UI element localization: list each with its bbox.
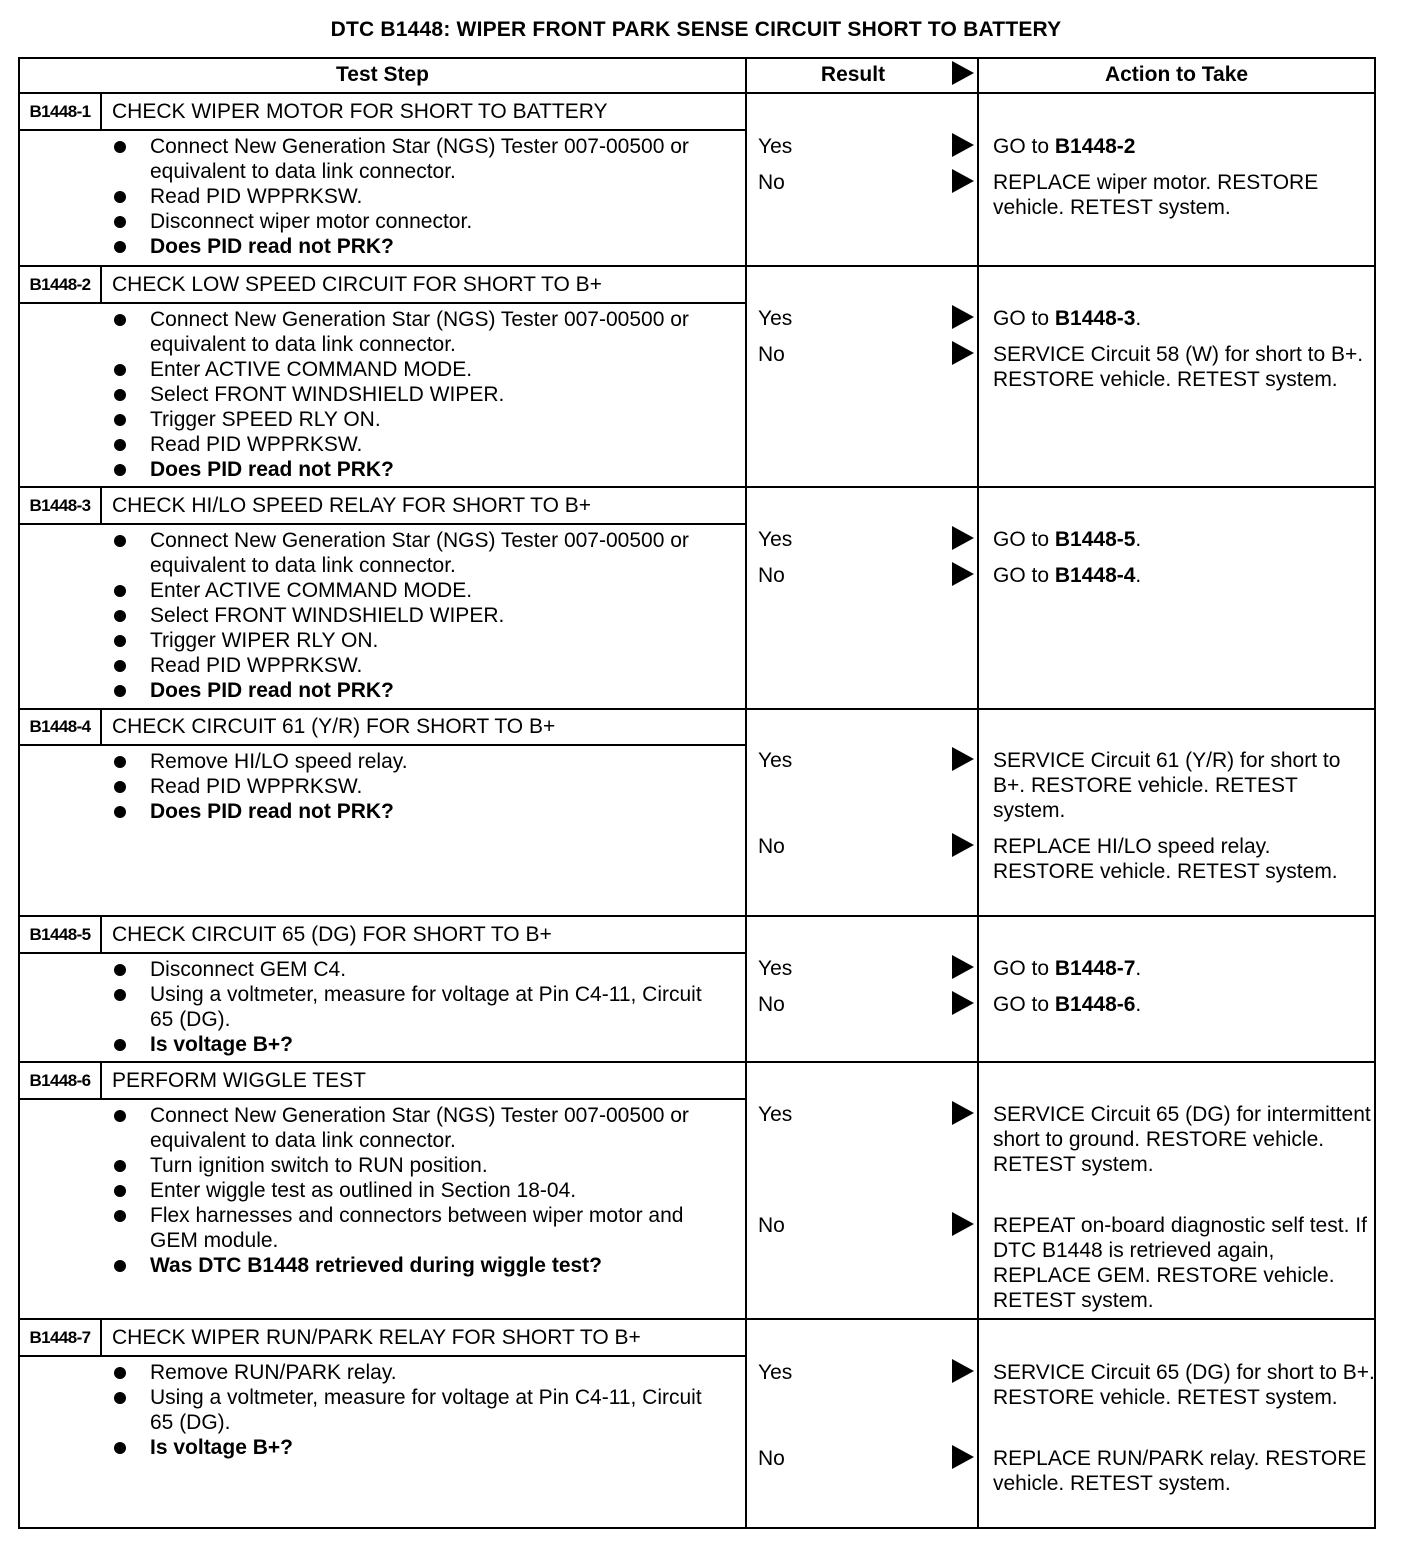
- result-label: No: [758, 835, 785, 858]
- step-title-underline: [18, 129, 747, 131]
- step-id: B1448-4: [29, 717, 91, 736]
- action-text-prefix: GO to: [993, 957, 1055, 980]
- action-text-prefix: REPLACE RUN/PARK relay. RESTORE vehicle. RETEST system.: [993, 1447, 1367, 1495]
- action-text-prefix: REPLACE wiper motor. RESTORE vehicle. RETEST system.: [993, 171, 1319, 219]
- step-title: CHECK WIPER RUN/PARK RELAY FOR SHORT TO B+: [112, 1325, 641, 1349]
- step-instruction: Disconnect GEM C4.: [110, 957, 730, 982]
- step-id-divider: [100, 265, 102, 302]
- action-text: [993, 1446, 1375, 1496]
- result-arrow-icon: [952, 341, 974, 365]
- step-instruction: Turn ignition switch to RUN position.: [110, 1153, 730, 1178]
- result-arrow-icon: [952, 305, 974, 329]
- action-text-prefix: GO to: [993, 564, 1055, 587]
- row-divider: [18, 708, 1376, 710]
- step-bullet-list: [110, 1103, 730, 1278]
- step-instruction: Select FRONT WINDSHIELD WIPER.: [110, 603, 730, 628]
- step-id: B1448-3: [29, 495, 91, 515]
- row-divider: [18, 486, 1376, 488]
- result-arrow-icon: [952, 747, 974, 771]
- step-instruction: Disconnect wiper motor connector.: [110, 209, 730, 234]
- result-arrow-icon: [952, 526, 974, 550]
- step-instruction: Connect New Generation Star (NGS) Tester 007-00500 or equivalent to data link connector.: [110, 134, 730, 184]
- action-text-prefix: SERVICE Circuit 61 (Y/R) for short to B+. RESTORE vehicle. RETEST system.: [993, 749, 1341, 822]
- result-arrow-icon: [952, 1212, 974, 1236]
- result-arrow-icon: [952, 133, 974, 157]
- action-text-prefix: GO to: [993, 993, 1055, 1016]
- step-instruction: Connect New Generation Star (NGS) Tester 007-00500 or equivalent to data link connector.: [110, 307, 730, 357]
- action-text: [993, 306, 1375, 331]
- page-title: DTC B1448: WIPER FRONT PARK SENSE CIRCUIT SHORT TO BATTERY: [330, 18, 1062, 41]
- result-arrow-icon: [952, 562, 974, 586]
- action-text-prefix: GO to: [993, 307, 1055, 330]
- action-text-suffix: .: [1135, 307, 1142, 330]
- step-title-underline: [18, 1098, 747, 1100]
- result-arrow-icon: [952, 1359, 974, 1383]
- action-step-ref: B1448-4: [1054, 564, 1136, 587]
- step-title-underline: [18, 744, 747, 746]
- step-title: CHECK LOW SPEED CIRCUIT FOR SHORT TO B+: [112, 272, 602, 296]
- step-instruction: Trigger WIPER RLY ON.: [110, 628, 730, 653]
- header-bottom-border: [18, 92, 1376, 94]
- action-text-prefix: GO to: [993, 135, 1055, 158]
- action-text-prefix: REPEAT on-board diagnostic self test. If DTC B1448 is retrieved again, REPLACE GEM. RESTORE vehicle. RETEST system.: [993, 1214, 1367, 1312]
- action-step-ref: B1448-3: [1054, 307, 1136, 330]
- action-text-suffix: .: [1135, 528, 1142, 551]
- result-label: Yes: [758, 749, 793, 772]
- step-title: CHECK CIRCUIT 65 (DG) FOR SHORT TO B+: [112, 922, 552, 946]
- action-text: [993, 748, 1375, 823]
- step-id-divider: [100, 915, 102, 952]
- result-label: Yes: [758, 1103, 793, 1126]
- result-label: Yes: [758, 1361, 793, 1384]
- result-arrow-icon: [952, 1101, 974, 1125]
- step-instruction: Select FRONT WINDSHIELD WIPER.: [110, 382, 730, 407]
- row-divider: [18, 1061, 1376, 1063]
- result-arrow-icon: [952, 169, 974, 193]
- step-id-divider: [100, 92, 102, 129]
- step-bullet-list: [110, 307, 730, 482]
- step-id-divider: [100, 486, 102, 523]
- action-column-divider: [977, 57, 979, 1529]
- step-id: B1448-6: [29, 1070, 91, 1090]
- result-arrow-icon: [952, 955, 974, 979]
- action-text: [993, 956, 1375, 981]
- action-text: [993, 134, 1375, 159]
- step-title: CHECK WIPER MOTOR FOR SHORT TO BATTERY: [112, 99, 608, 123]
- action-step-ref: B1448-5: [1054, 528, 1136, 551]
- row-divider: [18, 915, 1376, 917]
- step-bullet-list: [110, 134, 730, 259]
- result-label: No: [758, 1447, 785, 1470]
- step-question: Is voltage B+?: [110, 1435, 730, 1460]
- step-question: Was DTC B1448 retrieved during wiggle test?: [110, 1253, 730, 1278]
- step-title-underline: [18, 952, 747, 954]
- step-title-underline: [18, 1355, 747, 1357]
- step-title: PERFORM WIGGLE TEST: [112, 1068, 366, 1092]
- result-label: Yes: [758, 957, 793, 980]
- header-test-step: Test Step: [336, 63, 429, 86]
- row-divider: [18, 1318, 1376, 1320]
- action-text: [993, 992, 1375, 1017]
- step-bullet-list: [110, 957, 730, 1057]
- step-instruction: Remove RUN/PARK relay.: [110, 1360, 730, 1385]
- row-divider: [18, 265, 1376, 267]
- step-instruction: Using a voltmeter, measure for voltage at Pin C4-11, Circuit 65 (DG).: [110, 982, 730, 1032]
- step-question: Is voltage B+?: [110, 1032, 730, 1057]
- step-instruction: Enter ACTIVE COMMAND MODE.: [110, 357, 730, 382]
- step-title: CHECK HI/LO SPEED RELAY FOR SHORT TO B+: [112, 493, 592, 517]
- step-question: Does PID read not PRK?: [110, 234, 730, 259]
- step-bullet-list: [110, 528, 730, 703]
- step-title-underline: [18, 523, 747, 525]
- step-instruction: Flex harnesses and connectors between wiper motor and GEM module.: [110, 1203, 730, 1253]
- step-title: CHECK CIRCUIT 61 (Y/R) FOR SHORT TO B+: [112, 715, 556, 738]
- step-instruction: Trigger SPEED RLY ON.: [110, 407, 730, 432]
- result-arrow-icon: [952, 991, 974, 1015]
- step-instruction: Enter ACTIVE COMMAND MODE.: [110, 578, 730, 603]
- action-step-ref: B1448-7: [1054, 957, 1136, 980]
- result-label: Yes: [758, 307, 793, 330]
- step-bullet-list: [110, 1360, 730, 1460]
- step-id: B1448-1: [29, 101, 91, 121]
- result-label: Yes: [758, 528, 793, 551]
- result-label: No: [758, 1214, 785, 1237]
- result-label: No: [758, 564, 785, 587]
- step-title-underline: [18, 302, 747, 304]
- action-text-suffix: .: [1135, 957, 1142, 980]
- step-instruction: Remove HI/LO speed relay.: [110, 749, 730, 774]
- action-text: [993, 834, 1375, 884]
- action-text-prefix: GO to: [993, 528, 1055, 551]
- result-arrow-icon: [952, 833, 974, 857]
- action-step-ref: B1448-2: [1054, 135, 1136, 158]
- action-text: [993, 527, 1375, 552]
- table-bottom-border: [18, 1527, 1376, 1529]
- step-instruction: Using a voltmeter, measure for voltage at Pin C4-11, Circuit 65 (DG).: [110, 1385, 730, 1435]
- step-id: B1448-5: [29, 924, 91, 944]
- action-text-suffix: .: [1135, 564, 1142, 587]
- step-instruction: Connect New Generation Star (NGS) Tester 007-00500 or equivalent to data link connector.: [110, 1103, 730, 1153]
- result-label: No: [758, 343, 785, 366]
- result-label: No: [758, 171, 785, 194]
- header-action: Action to Take: [1104, 63, 1249, 86]
- action-text-prefix: REPLACE HI/LO speed relay. RESTORE vehicle. RETEST system.: [993, 835, 1338, 883]
- step-instruction: Enter wiggle test as outlined in Section 18-04.: [110, 1178, 730, 1203]
- action-text: [993, 1102, 1375, 1177]
- step-question: Does PID read not PRK?: [110, 457, 730, 482]
- step-instruction: Read PID WPPRKSW.: [110, 432, 730, 457]
- step-id-divider: [100, 708, 102, 744]
- header-result: Result: [820, 63, 886, 86]
- step-id: B1448-2: [29, 274, 91, 294]
- action-text-prefix: SERVICE Circuit 58 (W) for short to B+. RESTORE vehicle. RETEST system.: [993, 343, 1364, 391]
- step-instruction: Connect New Generation Star (NGS) Tester 007-00500 or equivalent to data link connector.: [110, 528, 730, 578]
- action-text: [993, 170, 1375, 220]
- action-text: [993, 1213, 1375, 1313]
- action-text: [993, 1360, 1375, 1410]
- result-column-divider: [745, 57, 747, 1529]
- result-arrow-icon: [952, 1445, 974, 1469]
- action-text-suffix: .: [1135, 993, 1142, 1016]
- step-instruction: Read PID WPPRKSW.: [110, 653, 730, 678]
- action-text-prefix: SERVICE Circuit 65 (DG) for short to B+. RESTORE vehicle. RETEST system.: [993, 1361, 1375, 1409]
- step-question: Does PID read not PRK?: [110, 799, 730, 824]
- step-id-divider: [100, 1318, 102, 1355]
- header-arrow-icon: [952, 61, 974, 85]
- result-label: No: [758, 993, 785, 1016]
- step-id-divider: [100, 1061, 102, 1098]
- step-bullet-list: [110, 749, 730, 824]
- action-text-prefix: SERVICE Circuit 65 (DG) for intermittent short to ground. RESTORE vehicle. RETEST system.: [993, 1103, 1371, 1176]
- step-instruction: Read PID WPPRKSW.: [110, 774, 730, 799]
- action-step-ref: B1448-6: [1054, 993, 1136, 1016]
- step-id: B1448-7: [29, 1327, 91, 1347]
- step-instruction: Read PID WPPRKSW.: [110, 184, 730, 209]
- result-label: Yes: [758, 135, 793, 158]
- step-question: Does PID read not PRK?: [110, 678, 730, 703]
- action-text: [993, 563, 1375, 588]
- action-text: [993, 342, 1375, 392]
